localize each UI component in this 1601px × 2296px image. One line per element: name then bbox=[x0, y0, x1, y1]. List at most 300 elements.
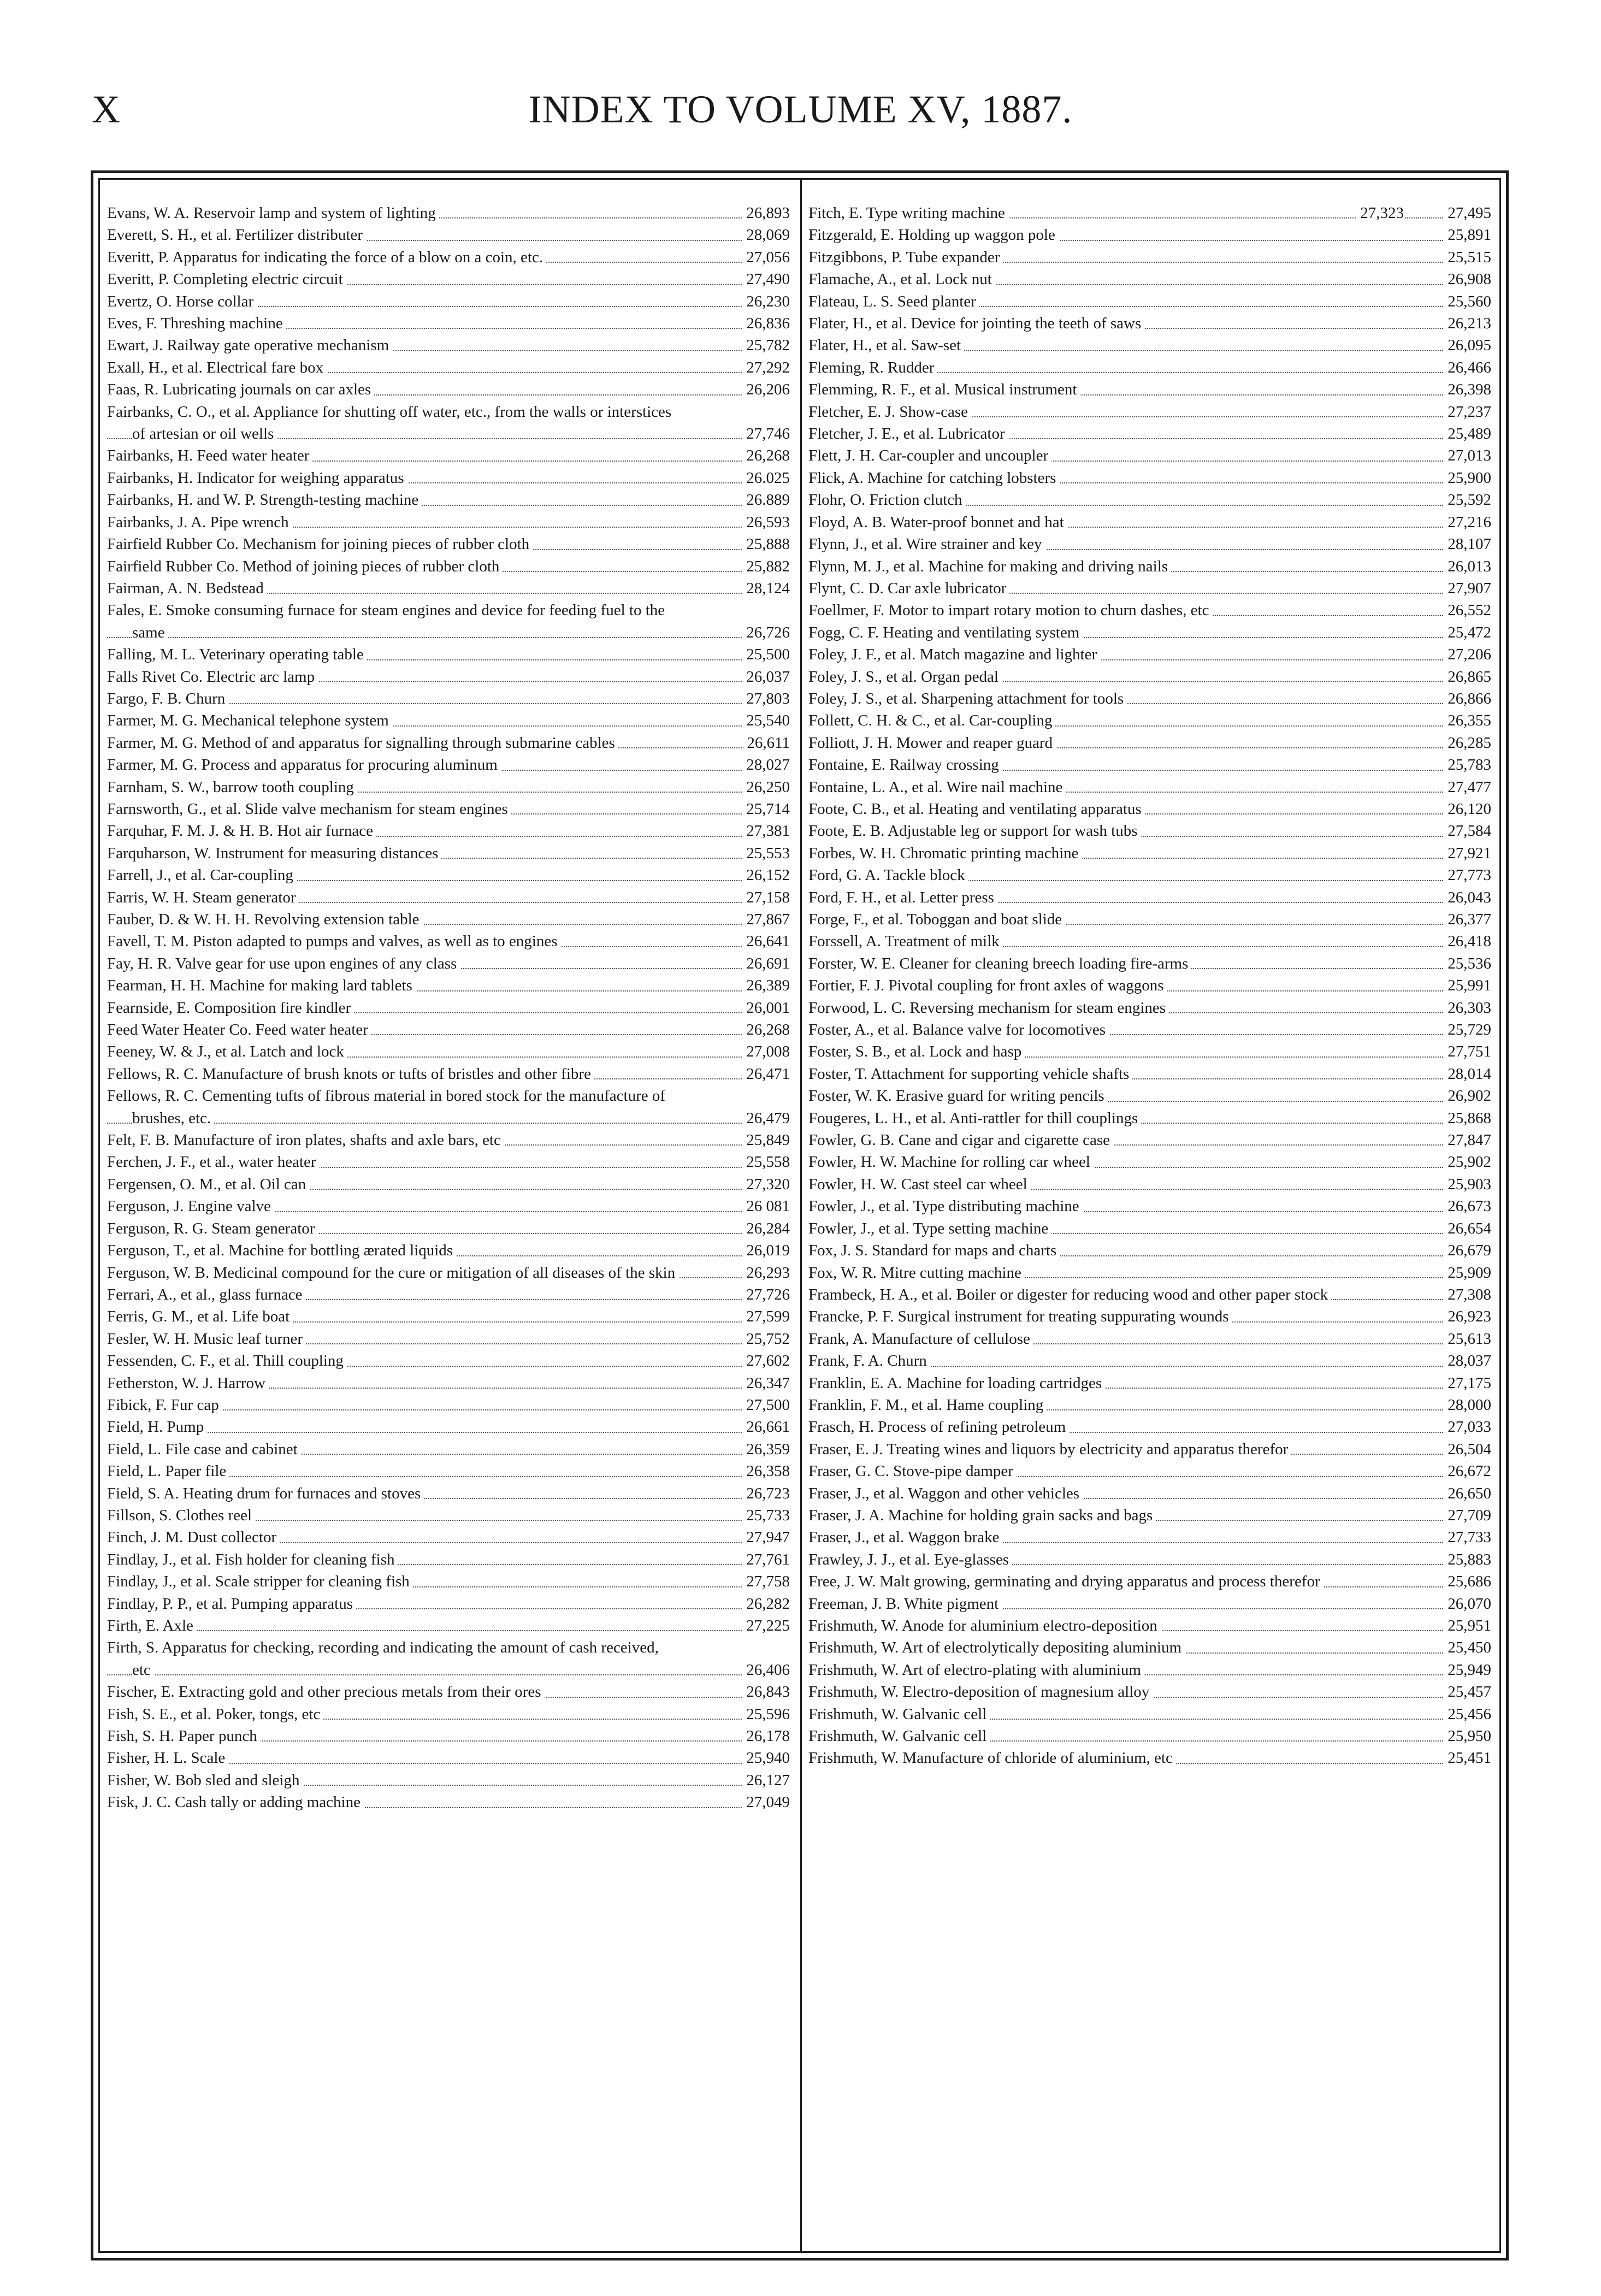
entry-text: Fay, H. R. Valve gear for use upon engines of any class bbox=[107, 955, 460, 972]
entry-text: Flateau, L. S. Seed planter bbox=[808, 293, 979, 310]
entry-text: Evertz, O. Horse collar bbox=[107, 293, 257, 310]
index-entry bbox=[808, 556, 1491, 577]
entry-body bbox=[107, 1350, 790, 1372]
entry-text: Franklin, E. A. Machine for loading cartridges bbox=[808, 1374, 1105, 1392]
entry-text: Fontaine, L. A., et al. Wire nail machine bbox=[808, 778, 1066, 796]
entry-text: Frishmuth, W. Galvanic cell bbox=[808, 1705, 990, 1723]
index-entry bbox=[808, 688, 1491, 710]
index-entry bbox=[808, 1284, 1491, 1306]
index-entry bbox=[808, 820, 1491, 842]
entry-body bbox=[107, 467, 790, 489]
entry-text: Flohr, O. Friction clutch bbox=[808, 491, 966, 509]
entry-text: Farris, W. H. Steam generator bbox=[107, 889, 299, 906]
patent-number: 26,037 bbox=[743, 666, 790, 688]
entry-text: Fletcher, E. J. Show-case bbox=[808, 403, 971, 421]
entry-body bbox=[808, 1129, 1491, 1151]
index-entry bbox=[107, 1725, 790, 1747]
entry-text: Flynn, J., et al. Wire strainer and key bbox=[808, 535, 1045, 553]
index-entry bbox=[808, 1747, 1491, 1769]
index-entry bbox=[107, 842, 790, 864]
entry-text: Forge, F., et al. Toboggan and boat slide bbox=[808, 911, 1065, 928]
index-entry bbox=[107, 224, 790, 246]
entry-text: Findlay, J., et al. Scale stripper for cleaning fish bbox=[107, 1573, 413, 1590]
entry-text: Fairbanks, J. A. Pipe wrench bbox=[107, 513, 292, 531]
entry-text: Ferguson, J. Engine valve bbox=[107, 1197, 274, 1215]
patent-number: 26,406 bbox=[743, 1659, 790, 1681]
patent-number: 27,947 bbox=[743, 1526, 790, 1548]
entry-text: Fowler, H. W. Cast steel car wheel bbox=[808, 1176, 1031, 1193]
patent-number: 28,124 bbox=[743, 577, 790, 599]
entry-body bbox=[107, 1483, 790, 1504]
patent-number: 26,902 bbox=[1444, 1085, 1491, 1107]
entry-body bbox=[808, 401, 1491, 423]
index-entry bbox=[808, 1615, 1491, 1637]
entry-body bbox=[107, 489, 790, 511]
entry-body bbox=[107, 246, 790, 268]
entry-text: Farquhar, F. M. J. & H. B. Hot air furnace bbox=[107, 822, 376, 840]
entry-body bbox=[107, 357, 790, 379]
index-entry bbox=[808, 1063, 1491, 1085]
entry-text: Fox, J. S. Standard for maps and charts bbox=[808, 1242, 1060, 1259]
entry-body bbox=[808, 754, 1491, 776]
entry-text: Foster, A., et al. Balance valve for locomotives bbox=[808, 1021, 1109, 1038]
entry-text: Fowler, J., et al. Type distributing machine bbox=[808, 1197, 1083, 1215]
patent-number: 25,536 bbox=[1444, 953, 1491, 975]
entry-body bbox=[107, 1615, 790, 1637]
entry-text: Fargo, F. B. Churn bbox=[107, 690, 228, 707]
entry-text: Fairbanks, H. and W. P. Strength-testing machine bbox=[107, 491, 422, 509]
entry-body bbox=[107, 644, 790, 665]
entry-text: Falling, M. L. Veterinary operating table bbox=[107, 646, 367, 663]
entry-text: Fischer, E. Extracting gold and other precious metals from their ores bbox=[107, 1683, 545, 1701]
entry-body bbox=[107, 1549, 790, 1571]
patent-number: 27,320 bbox=[743, 1173, 790, 1195]
patent-number: 28,037 bbox=[1444, 1350, 1491, 1372]
entry-body bbox=[808, 1240, 1491, 1261]
patent-number: 25,950 bbox=[1444, 1725, 1491, 1747]
entry-body bbox=[808, 953, 1491, 975]
entry-body bbox=[808, 1637, 1491, 1658]
entry-text: Flater, H., et al. Saw-set bbox=[808, 337, 964, 354]
patent-number: 26,552 bbox=[1444, 599, 1491, 621]
index-entry bbox=[808, 1504, 1491, 1526]
index-entry bbox=[107, 489, 790, 511]
entry-text: Ford, G. A. Tackle block bbox=[808, 866, 968, 884]
entry-text: Feed Water Heater Co. Feed water heater bbox=[107, 1021, 371, 1038]
index-entry bbox=[808, 357, 1491, 379]
entry-body bbox=[808, 334, 1491, 356]
patent-number: 27,237 bbox=[1444, 401, 1491, 423]
entry-body bbox=[808, 1218, 1491, 1240]
index-entry bbox=[107, 202, 790, 224]
entry-text: Fetherston, W. J. Harrow bbox=[107, 1374, 269, 1392]
entry-body bbox=[107, 334, 790, 356]
index-entry bbox=[107, 1526, 790, 1548]
entry-body bbox=[107, 887, 790, 908]
index-entry bbox=[808, 1218, 1491, 1240]
entry-body bbox=[808, 268, 1491, 290]
entry-text: Fellows, R. C. Manufacture of brush knots or tufts of bristles and other fibre bbox=[107, 1065, 594, 1083]
index-entry bbox=[107, 1593, 790, 1615]
page-number: X bbox=[92, 87, 120, 131]
entry-body bbox=[107, 401, 790, 445]
index-entry bbox=[107, 1019, 790, 1041]
patent-number: 26,865 bbox=[1444, 666, 1491, 688]
patent-number: 27,867 bbox=[743, 908, 790, 930]
entry-text: Fauber, D. & W. H. H. Revolving extension table bbox=[107, 911, 423, 928]
page-title: INDEX TO VOLUME XV, 1887. bbox=[528, 87, 1073, 131]
entry-text: Foley, J. S., et al. Organ pedal bbox=[808, 668, 1002, 686]
index-entry bbox=[808, 1173, 1491, 1195]
entry-text: Fergensen, O. M., et al. Oil can bbox=[107, 1176, 309, 1193]
index-entry bbox=[107, 975, 790, 996]
entry-body bbox=[107, 1438, 790, 1460]
index-entry bbox=[107, 1769, 790, 1791]
entry-body bbox=[808, 599, 1491, 621]
entry-body bbox=[808, 908, 1491, 930]
entry-body bbox=[808, 1262, 1491, 1284]
index-entry bbox=[107, 644, 790, 665]
entry-body bbox=[107, 1504, 790, 1526]
patent-number: 27,008 bbox=[743, 1041, 790, 1063]
patent-number: 25,592 bbox=[1444, 489, 1491, 511]
entry-body bbox=[808, 467, 1491, 489]
entry-text: Floyd, A. B. Water-proof bonnet and hat bbox=[808, 513, 1067, 531]
patent-number: 25,450 bbox=[1444, 1637, 1491, 1658]
index-entry bbox=[107, 246, 790, 268]
entry-body bbox=[808, 887, 1491, 908]
index-entry bbox=[107, 688, 790, 710]
patent-number: 27,477 bbox=[1444, 776, 1491, 798]
index-entry bbox=[107, 798, 790, 820]
patent-number: 26,843 bbox=[743, 1681, 790, 1703]
index-entry bbox=[107, 864, 790, 886]
entry-body bbox=[107, 953, 790, 975]
entry-body bbox=[107, 864, 790, 886]
patent-number: 27,726 bbox=[743, 1284, 790, 1306]
entry-body bbox=[107, 599, 790, 644]
entry-text: Fraser, J., et al. Waggon and other vehicles bbox=[808, 1485, 1083, 1502]
index-entry bbox=[808, 1571, 1491, 1592]
index-entry bbox=[107, 1571, 790, 1592]
entry-text: Ferguson, W. B. Medicinal compound for the cure or mitigation of all diseases of the skin bbox=[107, 1264, 678, 1282]
index-entry bbox=[107, 1791, 790, 1813]
entry-body bbox=[808, 666, 1491, 688]
index-entry bbox=[808, 224, 1491, 246]
index-entry bbox=[808, 997, 1491, 1019]
entry-body bbox=[808, 776, 1491, 798]
patent-number: 26,282 bbox=[743, 1593, 790, 1615]
index-entry bbox=[808, 599, 1491, 621]
entry-body bbox=[107, 1328, 790, 1350]
entry-text: Freeman, J. B. White pigment bbox=[808, 1595, 1002, 1613]
entry-text: Ferguson, R. G. Steam generator bbox=[107, 1220, 318, 1237]
index-entry bbox=[808, 1703, 1491, 1725]
patent-number: 27,733 bbox=[1444, 1526, 1491, 1548]
patent-number: 26,679 bbox=[1444, 1240, 1491, 1261]
index-entry bbox=[107, 1262, 790, 1284]
index-entry bbox=[107, 887, 790, 908]
entry-text: Farquharson, W. Instrument for measuring distances bbox=[107, 845, 441, 862]
index-entry bbox=[107, 334, 790, 356]
patent-number: 25,489 bbox=[1444, 423, 1491, 445]
entry-body bbox=[107, 997, 790, 1019]
entry-body bbox=[808, 511, 1491, 533]
patent-number: 25,902 bbox=[1444, 1151, 1491, 1173]
patent-number: 28,027 bbox=[743, 754, 790, 776]
index-entry bbox=[808, 1460, 1491, 1482]
index-entry bbox=[107, 908, 790, 930]
index-entry bbox=[107, 1041, 790, 1063]
index-entry bbox=[107, 357, 790, 379]
patent-number: 27,500 bbox=[743, 1394, 790, 1416]
patent-number: 26,303 bbox=[1444, 997, 1491, 1019]
entry-body bbox=[808, 864, 1491, 886]
index-entry bbox=[808, 291, 1491, 312]
patent-number: 25,560 bbox=[1444, 291, 1491, 312]
entry-text: Follett, C. H. & C., et al. Car-coupling bbox=[808, 712, 1055, 729]
patent-number: 27,308 bbox=[1444, 1284, 1491, 1306]
entry-text: Frishmuth, W. Manufacture of chloride of aluminium, etc bbox=[808, 1749, 1176, 1767]
index-entry bbox=[107, 1504, 790, 1526]
entry-body bbox=[107, 1284, 790, 1306]
index-entry bbox=[808, 401, 1491, 423]
index-entry bbox=[107, 1703, 790, 1725]
patent-number: 28,107 bbox=[1444, 533, 1491, 555]
index-entry bbox=[107, 1372, 790, 1394]
index-entry bbox=[808, 268, 1491, 290]
entry-text: Farmer, M. G. Mechanical telephone system bbox=[107, 712, 392, 729]
entry-body bbox=[107, 1085, 790, 1129]
entry-text: Franklin, F. M., et al. Hame coupling bbox=[808, 1396, 1047, 1414]
patent-number: 26,230 bbox=[743, 291, 790, 312]
index-entry bbox=[107, 577, 790, 599]
index-entry bbox=[808, 887, 1491, 908]
entry-text: Flynn, M. J., et al. Machine for making and driving nails bbox=[808, 558, 1171, 575]
entry-body bbox=[107, 556, 790, 577]
index-entry bbox=[808, 577, 1491, 599]
entry-body bbox=[107, 666, 790, 688]
index-entry bbox=[808, 798, 1491, 820]
right-index-column bbox=[808, 202, 1491, 1769]
index-entry bbox=[107, 1306, 790, 1327]
entry-text: Fairfield Rubber Co. Mechanism for joining pieces of rubber cloth bbox=[107, 535, 533, 553]
entry-text: Frasch, H. Process of refining petroleum bbox=[808, 1418, 1069, 1436]
index-entry bbox=[107, 312, 790, 334]
patent-number: 25,991 bbox=[1444, 975, 1491, 996]
entry-text: Farrell, J., et al. Car-coupling bbox=[107, 866, 297, 884]
entry-text: Frawley, J. J., et al. Eye-glasses bbox=[808, 1551, 1012, 1568]
entry-body bbox=[107, 312, 790, 334]
patent-number: 27,709 bbox=[1444, 1504, 1491, 1526]
entry-body bbox=[808, 622, 1491, 644]
index-entry bbox=[107, 268, 790, 290]
entry-body bbox=[107, 820, 790, 842]
entry-body bbox=[107, 1306, 790, 1327]
entry-body bbox=[107, 1129, 790, 1151]
entry-body bbox=[107, 1195, 790, 1217]
entry-text: Foote, E. B. Adjustable leg or support for wash tubs bbox=[808, 822, 1141, 840]
index-entry bbox=[808, 312, 1491, 334]
entry-body bbox=[808, 1085, 1491, 1107]
entry-body bbox=[107, 1526, 790, 1548]
entry-text: Everitt, P. Completing electric circuit bbox=[107, 270, 346, 288]
entry-text: Fairman, A. N. Bedstead bbox=[107, 580, 267, 597]
patent-number: 26.025 bbox=[743, 467, 790, 489]
patent-number: 27,206 bbox=[1444, 644, 1491, 665]
entry-body bbox=[808, 1306, 1491, 1327]
index-entry bbox=[107, 666, 790, 688]
index-entry bbox=[107, 1460, 790, 1482]
entry-body bbox=[107, 291, 790, 312]
entry-body bbox=[107, 754, 790, 776]
patent-number: 26,726 bbox=[743, 622, 790, 644]
index-entry bbox=[808, 908, 1491, 930]
entry-body bbox=[808, 1438, 1491, 1460]
entry-body bbox=[107, 1571, 790, 1592]
patent-number: 25,868 bbox=[1444, 1107, 1491, 1129]
index-entry bbox=[808, 1637, 1491, 1658]
entry-text: Farnham, S. W., barrow tooth coupling bbox=[107, 778, 357, 796]
entry-text: Farmer, M. G. Method of and apparatus for signalling through submarine cables bbox=[107, 734, 618, 752]
entry-body bbox=[808, 1107, 1491, 1129]
index-entry bbox=[808, 975, 1491, 996]
entry-text: Fesler, W. H. Music leaf turner bbox=[107, 1330, 306, 1348]
entry-text: Forssell, A. Treatment of milk bbox=[808, 932, 1003, 950]
entry-text: Fortier, F. J. Pivotal coupling for front axles of waggons bbox=[808, 977, 1167, 994]
index-entry bbox=[808, 467, 1491, 489]
entry-text: Foster, W. K. Erasive guard for writing pencils bbox=[808, 1087, 1108, 1105]
left-index-column bbox=[107, 202, 790, 1814]
patent-number: 26,285 bbox=[1444, 732, 1491, 754]
patent-number: 26,672 bbox=[1444, 1460, 1491, 1482]
entry-text: Ferrari, A., et al., glass furnace bbox=[107, 1286, 306, 1303]
patent-number: 26,593 bbox=[743, 511, 790, 533]
entry-body bbox=[107, 1063, 790, 1085]
patent-number: 26,019 bbox=[743, 1240, 790, 1261]
entry-text: Fisk, J. C. Cash tally or adding machine bbox=[107, 1793, 364, 1811]
patent-number: 27,746 bbox=[743, 423, 790, 445]
patent-number: 26,268 bbox=[743, 1019, 790, 1041]
index-entry bbox=[808, 1262, 1491, 1284]
entry-text: Fogg, C. F. Heating and ventilating system bbox=[808, 624, 1083, 641]
entry-body bbox=[808, 975, 1491, 996]
entry-text: Foley, J. S., et al. Sharpening attachment for tools bbox=[808, 690, 1127, 707]
entry-body bbox=[808, 1615, 1491, 1637]
index-entry bbox=[808, 622, 1491, 644]
patent-number: 28,014 bbox=[1444, 1063, 1491, 1085]
entry-text: Fisher, H. L. Scale bbox=[107, 1749, 228, 1767]
index-entry bbox=[808, 710, 1491, 731]
entry-body bbox=[808, 842, 1491, 864]
entry-text: Fairbanks, H. Feed water heater bbox=[107, 447, 312, 464]
entry-text: Free, J. W. Malt growing, germinating and drying apparatus and process therefor bbox=[808, 1573, 1324, 1590]
entry-text: Fitzgerald, E. Holding up waggon pole bbox=[808, 226, 1059, 244]
index-entry bbox=[808, 1195, 1491, 1217]
patent-number: 26,127 bbox=[743, 1769, 790, 1791]
entry-text: Felt, F. B. Manufacture of iron plates, shafts and axle bars, etc bbox=[107, 1131, 504, 1149]
entry-text: Fibick, F. Fur cap bbox=[107, 1396, 222, 1414]
index-entry bbox=[808, 666, 1491, 688]
entry-text: Field, S. A. Heating drum for furnaces and stoves bbox=[107, 1485, 424, 1502]
entry-body bbox=[107, 268, 790, 290]
patent-number: 27,602 bbox=[743, 1350, 790, 1372]
entry-body bbox=[107, 202, 790, 224]
entry-text: Flett, J. H. Car-coupler and uncoupler bbox=[808, 447, 1051, 464]
entry-body bbox=[808, 379, 1491, 400]
patent-number: 26,347 bbox=[743, 1372, 790, 1394]
entry-body bbox=[107, 1791, 790, 1813]
entry-text: Frishmuth, W. Anode for aluminium electro-deposition bbox=[808, 1617, 1161, 1634]
entry-text: Foellmer, F. Motor to impart rotary motion to churn dashes, etc bbox=[808, 601, 1212, 619]
entry-body bbox=[808, 224, 1491, 246]
entry-body bbox=[808, 1549, 1491, 1571]
entry-text: Fearman, H. H. Machine for making lard tablets bbox=[107, 977, 416, 994]
index-entry bbox=[107, 1394, 790, 1416]
patent-number: 26,293 bbox=[743, 1262, 790, 1284]
entry-text: Forbes, W. H. Chromatic printing machine bbox=[808, 845, 1082, 862]
patent-number: 26,206 bbox=[743, 379, 790, 400]
patent-number: 27,216 bbox=[1444, 511, 1491, 533]
entry-text: Ferchen, J. F., et al., water heater bbox=[107, 1153, 320, 1171]
entry-text: Frishmuth, W. Galvanic cell bbox=[808, 1727, 990, 1745]
entry-body bbox=[107, 1769, 790, 1791]
entry-body bbox=[808, 1504, 1491, 1526]
entry-body bbox=[107, 1019, 790, 1041]
index-entry bbox=[107, 1173, 790, 1195]
entry-body bbox=[107, 533, 790, 555]
entry-body bbox=[808, 1460, 1491, 1482]
patent-number: 26,268 bbox=[743, 445, 790, 467]
patent-number: 26,398 bbox=[1444, 379, 1491, 400]
entry-body bbox=[107, 445, 790, 467]
patent-number: 26,479 bbox=[743, 1107, 790, 1129]
entry-text: Frishmuth, W. Art of electro-plating with aluminium bbox=[808, 1661, 1144, 1679]
entry-text: Ewart, J. Railway gate operative mechanism bbox=[107, 337, 392, 354]
entry-body bbox=[808, 1041, 1491, 1063]
index-entry bbox=[107, 533, 790, 555]
entry-body bbox=[107, 1416, 790, 1438]
entry-body bbox=[808, 445, 1491, 467]
entry-text: Fowler, J., et al. Type setting machine bbox=[808, 1220, 1051, 1237]
entry-text: Ferris, G. M., et al. Life boat bbox=[107, 1308, 293, 1325]
entry-body bbox=[808, 577, 1491, 599]
entry-text: Findlay, P. P., et al. Pumping apparatus bbox=[107, 1595, 356, 1613]
patent-number: 25,540 bbox=[743, 710, 790, 731]
entry-body bbox=[107, 842, 790, 864]
entry-body bbox=[808, 423, 1491, 445]
patent-number: 25,472 bbox=[1444, 622, 1491, 644]
index-entry bbox=[808, 1085, 1491, 1107]
entry-text: Foley, J. F., et al. Match magazine and lighter bbox=[808, 646, 1100, 663]
patent-number: 27,049 bbox=[743, 1791, 790, 1813]
index-entry bbox=[808, 1681, 1491, 1703]
index-entry bbox=[808, 423, 1491, 445]
entry-text: Flynt, C. D. Car axle lubricator bbox=[808, 580, 1009, 597]
patent-number: 27,490 bbox=[743, 268, 790, 290]
entry-body bbox=[808, 202, 1491, 224]
patent-number: 27,758 bbox=[743, 1571, 790, 1592]
entry-text: Everett, S. H., et al. Fertilizer distributer bbox=[107, 226, 366, 244]
patent-number: 26,013 bbox=[1444, 556, 1491, 577]
entry-body bbox=[808, 1394, 1491, 1416]
index-entry bbox=[808, 953, 1491, 975]
entry-text: Fairbanks, C. O., et al. Appliance for shutting off water, etc., from the walls or interstices of artesian or oil wells bbox=[107, 403, 672, 443]
entry-body bbox=[808, 930, 1491, 952]
patent-number: 25,882 bbox=[743, 556, 790, 577]
entry-body bbox=[107, 1151, 790, 1173]
index-entry bbox=[107, 1063, 790, 1085]
